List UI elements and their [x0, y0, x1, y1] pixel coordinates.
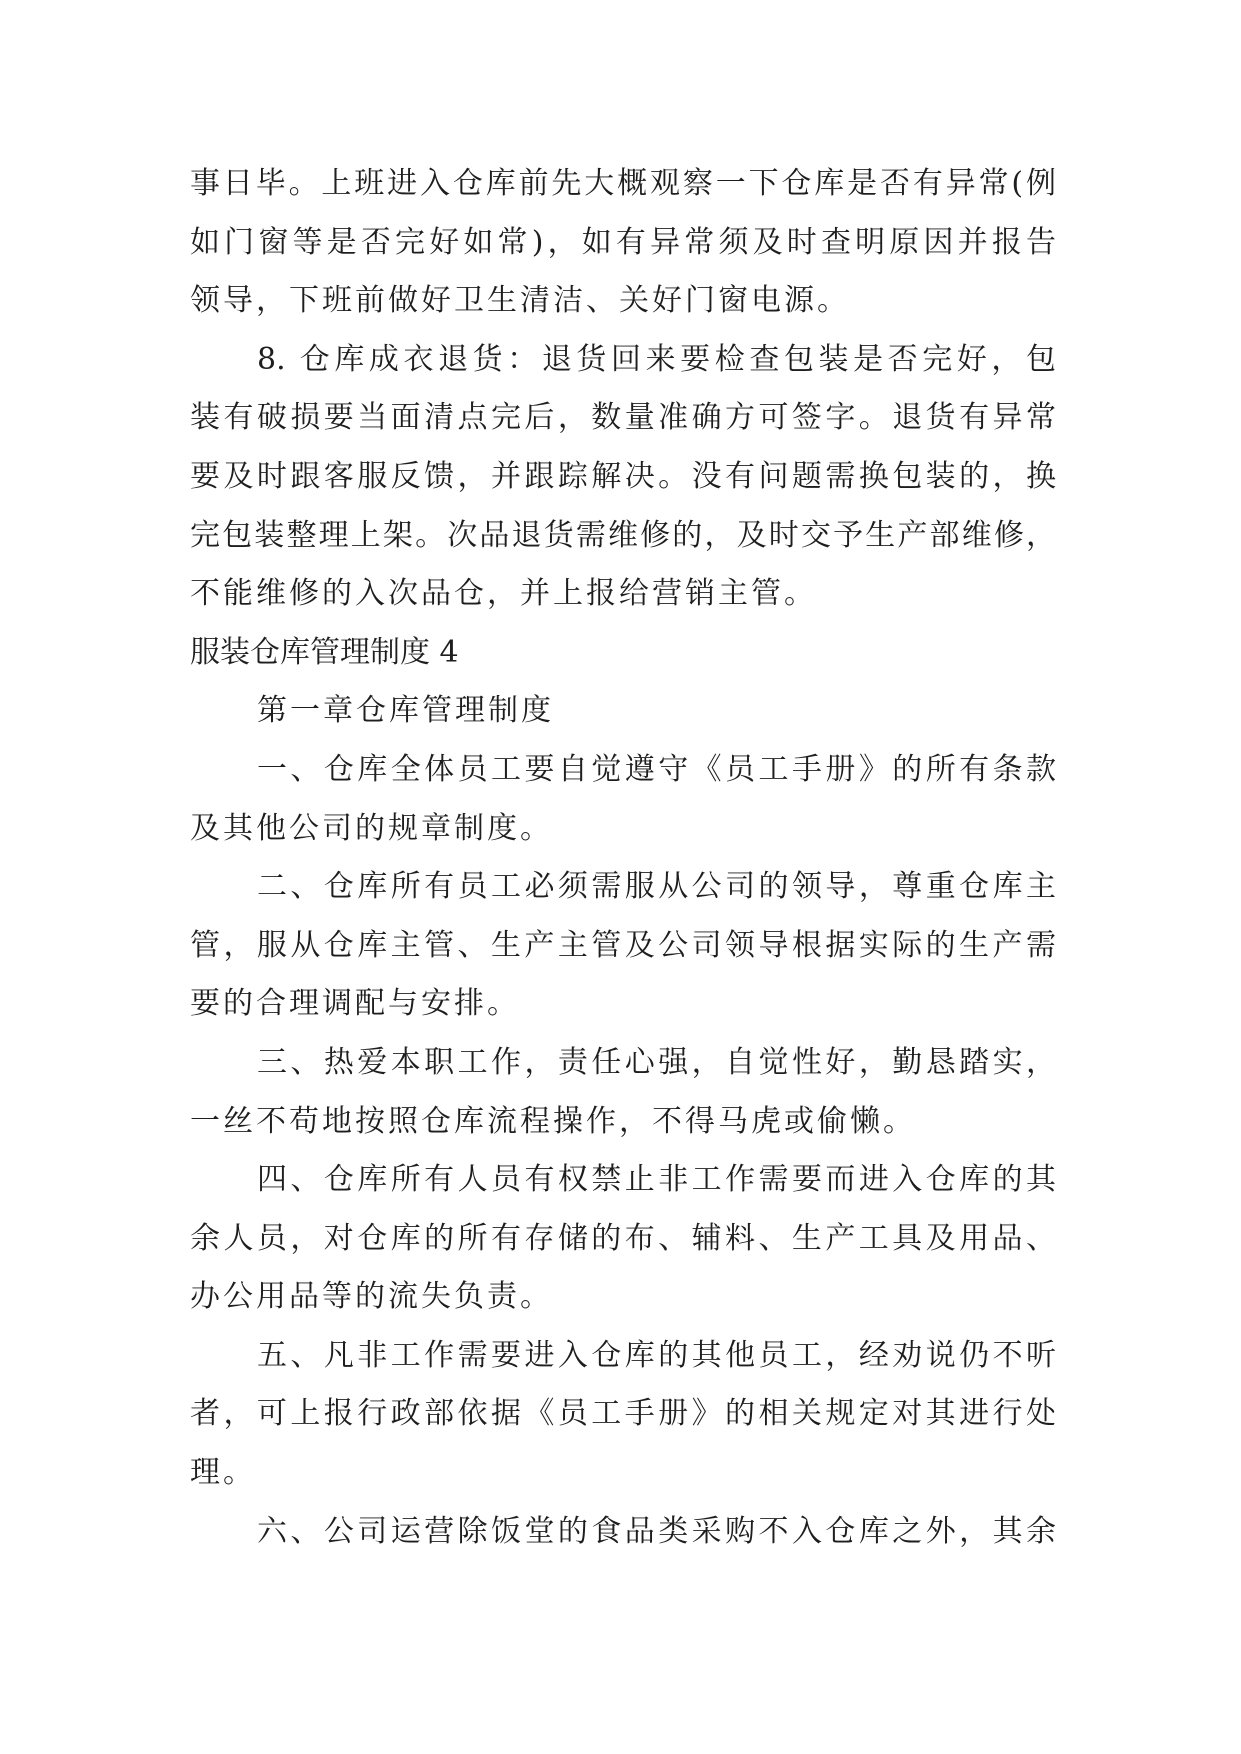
article-4: [190, 1151, 1056, 1327]
chapter-title: [190, 682, 1056, 741]
article-6: [190, 1503, 1056, 1562]
text-line: 二、仓库所有员工必须需服从公司的领导，尊重仓库主: [257, 869, 1056, 905]
text-line: 理。: [190, 1455, 256, 1491]
text-line: 一丝不苟地按照仓库流程操作，不得马虎或偷懒。: [190, 1103, 916, 1139]
article-5: [190, 1327, 1056, 1503]
chapter-title-text: 第一章仓库管理制度: [257, 693, 554, 729]
section-title: [190, 624, 1056, 683]
document-body: [190, 155, 1056, 1561]
text-line: 如门窗等是否完好如常)，如有异常须及时查明原因并报告: [190, 224, 1056, 260]
article-1: [190, 741, 1056, 858]
text-line: 六、公司运营除饭堂的食品类采购不入仓库之外，其余: [257, 1513, 1056, 1549]
text-line: 一、仓库全体员工要自觉遵守《员工手册》的所有条款: [257, 751, 1056, 787]
text-line: 事日毕。上班进入仓库前先大概观察一下仓库是否有异常(例: [190, 166, 1056, 201]
paragraph-continued: [190, 155, 1056, 331]
text-line: 8. 仓库成衣退货：退货回来要检查包装是否完好，包: [257, 341, 1056, 377]
text-line: 装有破损要当面清点完后，数量准确方可签字。退货有异常: [190, 400, 1056, 436]
paragraph-item-8: [190, 331, 1056, 624]
text-line: 及其他公司的规章制度。: [190, 810, 553, 846]
text-line: 不能维修的入次品仓，并上报给营销主管。: [190, 576, 817, 612]
text-line: 三、热爱本职工作，责任心强，自觉性好，勤恳踏实，: [257, 1044, 1056, 1080]
text-line: 要及时跟客服反馈，并跟踪解决。没有问题需换包装的，换: [190, 458, 1056, 494]
text-line: 五、凡非工作需要进入仓库的其他员工，经劝说仍不听: [257, 1337, 1056, 1373]
article-3: [190, 1034, 1056, 1151]
text-line: 要的合理调配与安排。: [190, 986, 520, 1022]
text-line: 领导，下班前做好卫生清洁、关好门窗电源。: [190, 283, 850, 319]
section-title-text: 服装仓库管理制度 4: [190, 634, 459, 670]
text-line: 四、仓库所有人员有权禁止非工作需要而进入仓库的其: [257, 1162, 1056, 1198]
text-line: 者，可上报行政部依据《员工手册》的相关规定对其进行处: [190, 1396, 1056, 1432]
text-line: 余人员，对仓库的所有存储的布、辅料、生产工具及用品、: [190, 1220, 1056, 1256]
text-line: 办公用品等的流失负责。: [190, 1279, 553, 1315]
text-line: 完包装整理上架。次品退货需维修的，及时交予生产部维修，: [190, 517, 1056, 553]
text-line: 管，服从仓库主管、生产主管及公司领导根据实际的生产需: [190, 927, 1056, 963]
article-2: [190, 858, 1056, 1034]
